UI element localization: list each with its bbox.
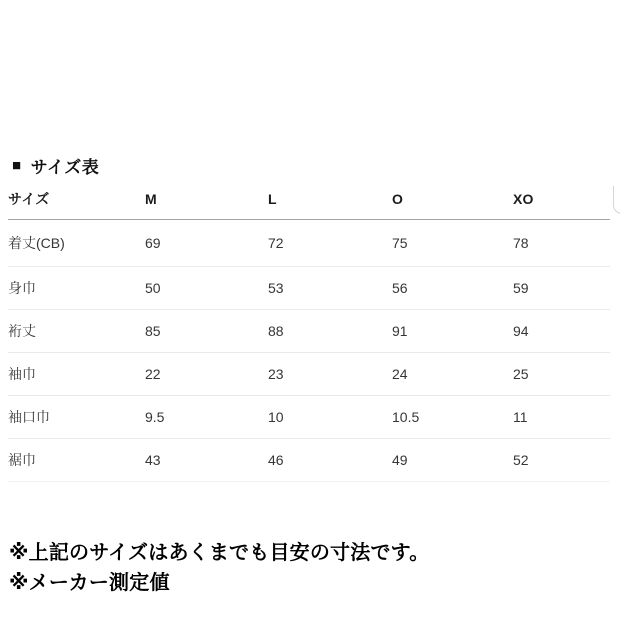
table-row bbox=[8, 396, 610, 439]
column-header-o: O bbox=[392, 189, 513, 220]
size-value-cell: 52 bbox=[513, 439, 610, 482]
size-value-cell: 53 bbox=[268, 267, 392, 310]
size-value-cell: 22 bbox=[145, 353, 268, 396]
size-value-cell: 46 bbox=[268, 439, 392, 482]
table-row bbox=[8, 220, 610, 267]
column-header-m: M bbox=[145, 189, 268, 220]
size-value-cell: 11 bbox=[513, 396, 610, 439]
manufacturer-measurement-note: ※メーカー測定値 bbox=[9, 572, 170, 594]
page-title: サイズ表 bbox=[30, 158, 100, 177]
column-header-xo: XO bbox=[513, 189, 610, 220]
table-row bbox=[8, 439, 610, 482]
row-label: 着丈(CB) bbox=[8, 220, 145, 267]
size-value-cell: 91 bbox=[392, 310, 513, 353]
row-label: 身巾 bbox=[8, 267, 145, 310]
size-value-cell: 72 bbox=[268, 220, 392, 267]
size-value-cell: 56 bbox=[392, 267, 513, 310]
table-header-row bbox=[8, 189, 610, 220]
size-value-cell: 75 bbox=[392, 220, 513, 267]
row-label: 袖口巾 bbox=[8, 396, 145, 439]
size-value-cell: 78 bbox=[513, 220, 610, 267]
size-value-cell: 50 bbox=[145, 267, 268, 310]
row-label: 裾巾 bbox=[8, 439, 145, 482]
section-bullet-icon: ■ bbox=[12, 157, 22, 174]
size-value-cell: 59 bbox=[513, 267, 610, 310]
size-value-cell: 88 bbox=[268, 310, 392, 353]
row-label: 裄丈 bbox=[8, 310, 145, 353]
size-value-cell: 85 bbox=[145, 310, 268, 353]
size-disclaimer-note: ※上記のサイズはあくまでも目安の寸法です。 bbox=[9, 542, 430, 564]
size-value-cell: 94 bbox=[513, 310, 610, 353]
size-value-cell: 23 bbox=[268, 353, 392, 396]
size-value-cell: 10.5 bbox=[392, 396, 513, 439]
size-value-cell: 10 bbox=[268, 396, 392, 439]
size-value-cell: 69 bbox=[145, 220, 268, 267]
size-chart-table bbox=[8, 189, 610, 482]
cutoff-rounded-element-edge bbox=[613, 186, 620, 214]
column-header-size: サイズ bbox=[8, 189, 145, 220]
row-label: 袖巾 bbox=[8, 353, 145, 396]
column-header-l: L bbox=[268, 189, 392, 220]
size-value-cell: 49 bbox=[392, 439, 513, 482]
size-value-cell: 24 bbox=[392, 353, 513, 396]
table-row bbox=[8, 353, 610, 396]
table-row bbox=[8, 310, 610, 353]
section-title bbox=[12, 153, 99, 178]
size-value-cell: 9.5 bbox=[145, 396, 268, 439]
table-row bbox=[8, 267, 610, 310]
size-value-cell: 25 bbox=[513, 353, 610, 396]
size-value-cell: 43 bbox=[145, 439, 268, 482]
